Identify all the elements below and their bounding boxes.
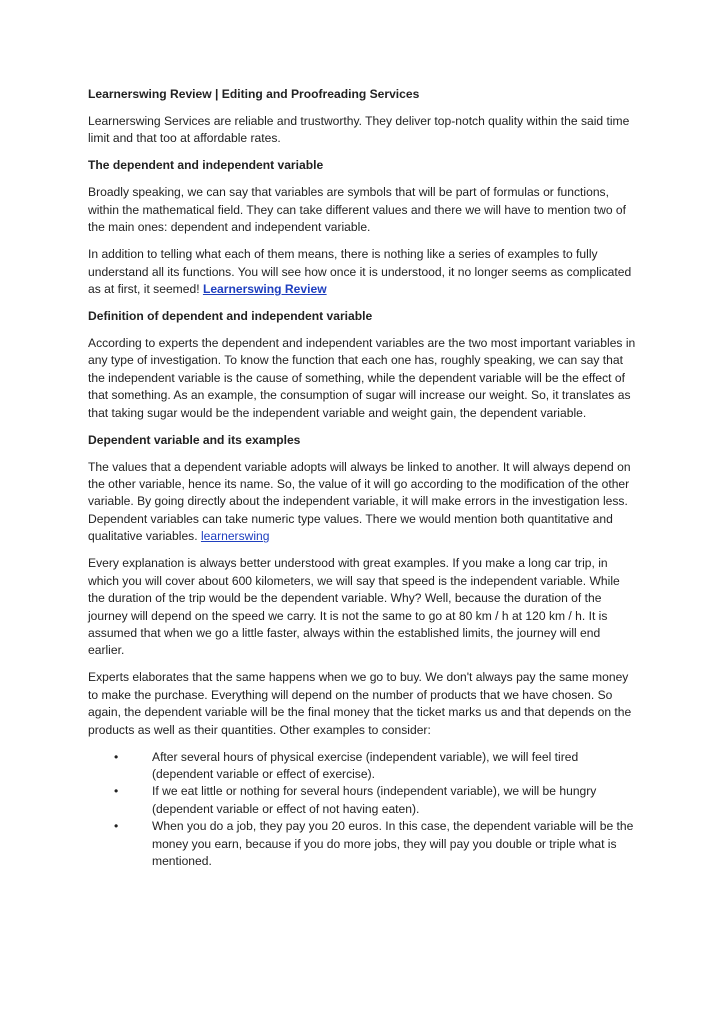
paragraph-examples-intro-text: In addition to telling what each of them means, there is nothing like a series of examples to fully understand all its functions. You will see how once it is understood, it no longer seems as complicated as at first, it seemed! — [88, 247, 632, 297]
paragraph-definition: According to experts the dependent and independent variables are the two most important variables in any type of investigation. To know the function that each one has, roughly speaking, we can say that the independent variable is the cause of something, while the dependent variable will be the effect of that something. As an example, the consumption of sugar will increase our weight. So, it translates as that taking sugar would be the independent variable and weight gain, the dependent variable. — [88, 336, 636, 420]
learnerswing-review-link[interactable]: Learnerswing Review — [202, 282, 327, 297]
bullet-icon: • — [114, 819, 119, 834]
list-item-text: When you do a job, they pay you 20 euros. In this case, the dependent variable will be the money you earn, because if you do more jobs, they will pay you double or triple what is mentioned. — [152, 819, 634, 868]
bullet-icon: • — [114, 784, 119, 799]
paragraph-examples-intro — [88, 246, 636, 298]
examples-list — [88, 749, 636, 871]
list-item — [88, 749, 636, 784]
document-page — [88, 86, 636, 870]
intro-paragraph: Learnerswing Services are reliable and trustworthy. They deliver top-notch quality within the said time limit and that too at affordable rates. — [88, 114, 630, 146]
paragraph-dependent-values-text: The values that a dependent variable adopts will always be linked to another. It will always depend on the other variable, hence its name. So, the value of it will go according to the modification of the other variable. By going directly about the independent variable, it will make errors in the investigation less. Dependent variables can take numeric type values. There we would mention both quantitative and qualitative variables. — [88, 459, 631, 544]
list-item-text: After several hours of physical exercise (independent variable), we will feel tired (dependent variable or effect of exercise). — [152, 749, 579, 781]
section-heading-variables: The dependent and independent variable — [88, 158, 324, 173]
paragraph-shopping: Experts elaborates that the same happens when we go to buy. We don't always pay the same money to make the purchase. Everything will depend on the number of products that we have chosen. So again, the dependent variable will be the final money that the ticket marks us and that depends on the products as well as their quantities. Other examples to consider: — [88, 670, 632, 737]
paragraph-variables-overview: Broadly speaking, we can say that variables are symbols that will be part of formulas or functions, within the mathematical field. They can take different values and there we will have to mention two of the main ones: dependent and independent variable. — [88, 185, 627, 235]
list-item — [88, 783, 636, 818]
list-item — [88, 818, 636, 870]
list-item-text: If we eat little or nothing for several hours (independent variable), we will be hungry (dependent variable or effect of not having eaten). — [152, 784, 597, 816]
paragraph-dependent-values — [88, 459, 636, 546]
section-heading-dependent-examples: Dependent variable and its examples — [88, 432, 301, 447]
paragraph-car-trip: Every explanation is always better understood with great examples. If you make a long car trip, in which you will cover about 600 kilometers, we will say that speed is the independent variable. While the duration of the trip would be the dependent variable. Why? Well, because the duration of the journey will depend on the speed we carry. It is not the same to go at 80 km / h at 120 km / h. It is assumed that when we go a little faster, always within the established limits, the journey will end earlier. — [88, 556, 620, 658]
document-title: Learnerswing Review | Editing and Proofreading Services — [88, 87, 420, 101]
learnerswing-link[interactable]: learnerswing — [200, 529, 270, 544]
section-heading-definition: Definition of dependent and independent variable — [88, 309, 373, 324]
bullet-icon: • — [114, 749, 119, 764]
